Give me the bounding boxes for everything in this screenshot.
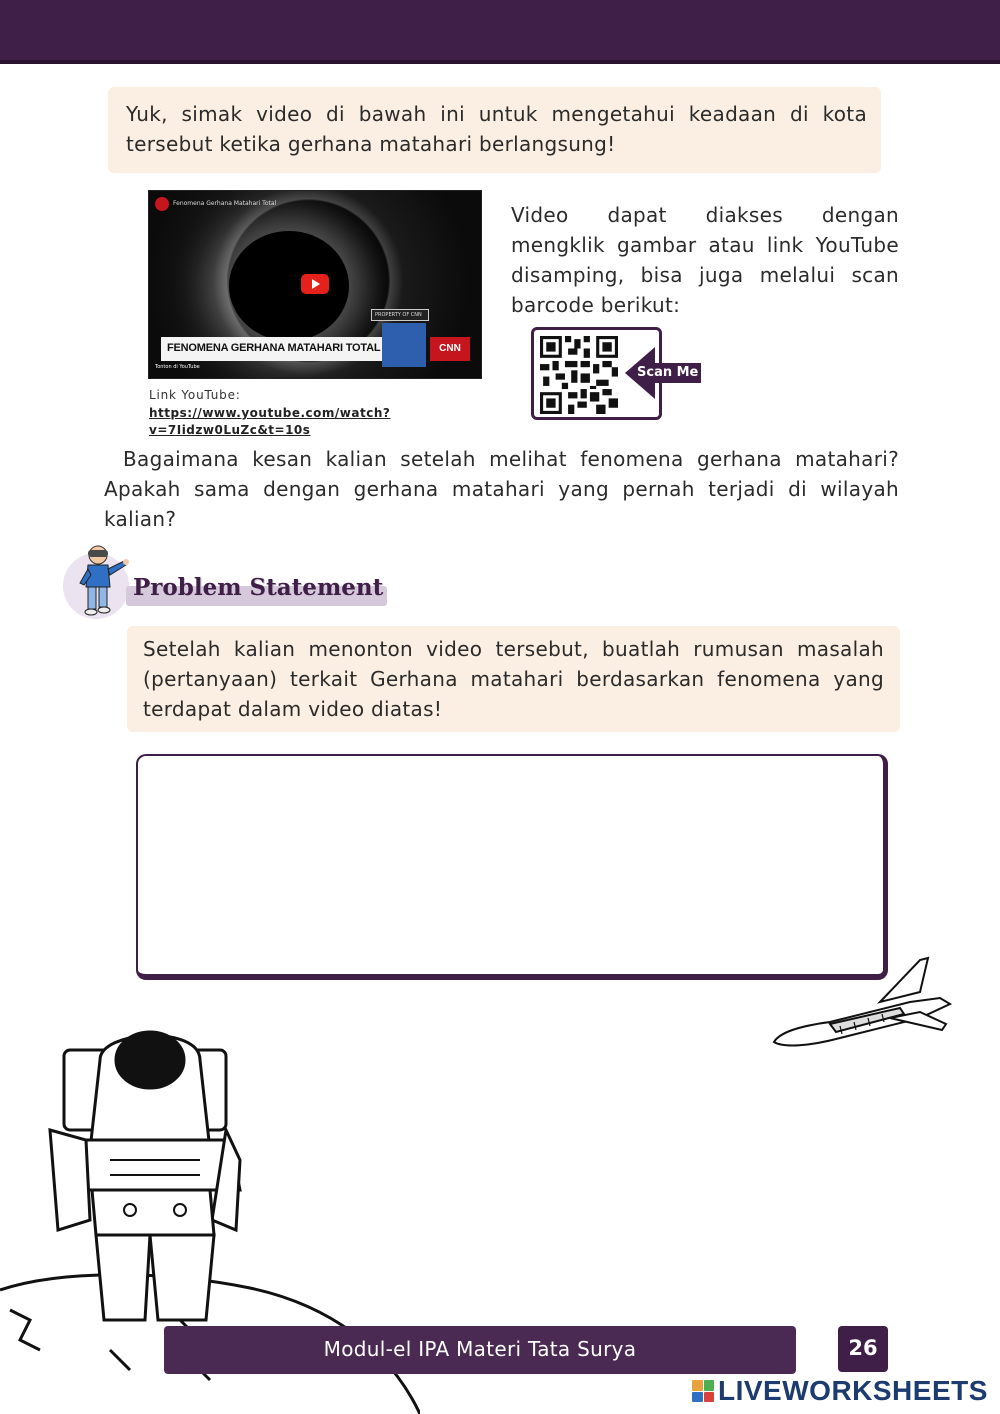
youtube-video-thumbnail[interactable] [148, 190, 482, 379]
news-anchor-image [382, 323, 426, 367]
task-callout [127, 626, 900, 732]
cnn-logo: CNN [430, 337, 470, 361]
intro-callout [108, 87, 881, 173]
page-number: 26 [838, 1326, 888, 1372]
link-label: Link YouTube: [149, 388, 241, 402]
liveworksheets-logo[interactable] [692, 1376, 988, 1406]
footer-module-title: Modul-el IPA Materi Tata Surya [164, 1326, 796, 1374]
qr-code-icon [540, 336, 618, 414]
play-button-icon[interactable] [301, 274, 329, 294]
task-instruction: Setelah kalian menonton video tersebut, buatlah rumusan masalah (pertanyaan) terkait Gerhana matahari berdasarkan fenomena yang terdapat dalam video diatas! [143, 637, 884, 721]
answer-textbox[interactable] [136, 754, 888, 980]
youtube-link[interactable]: https://www.youtube.com/watch?v=7Iidzw0LuZc&t=10s [149, 406, 391, 437]
video-banner: FENOMENA GERHANA MATAHARI TOTAL [161, 337, 383, 361]
scan-me-label: Scan Me [637, 365, 699, 380]
header-bar [0, 0, 1000, 64]
access-instructions: Video dapat diakses dengan mengklik gambar atau link YouTube disamping, bisa juga melalui scan barcode berikut: [511, 203, 899, 317]
property-label: PROPERTY OF CNN [371, 309, 429, 321]
channel-avatar-icon [155, 197, 169, 211]
liveworksheets-brand: LIVEWORKSHEETS [718, 1375, 988, 1406]
watch-on-youtube-label[interactable]: Tonton di YouTube [155, 364, 200, 370]
reflection-question: Bagaimana kesan kalian setelah melihat fenomena gerhana matahari? Apakah sama dengan gerhana matahari yang pernah terjadi di wilayah kalian? [104, 447, 899, 531]
intro-text: Yuk, simak video di bawah ini untuk mengetahui keadaan di kota tersebut ketika gerhana matahari berlangsung! [126, 102, 867, 156]
vr-kid-icon [74, 543, 134, 617]
space-shuttle-icon [770, 952, 954, 1052]
eclipse-image [229, 231, 349, 341]
video-title: Fenomena Gerhana Matahari Total [173, 200, 277, 207]
liveworksheets-icon [692, 1380, 714, 1402]
section-title: Problem Statement [133, 574, 384, 601]
